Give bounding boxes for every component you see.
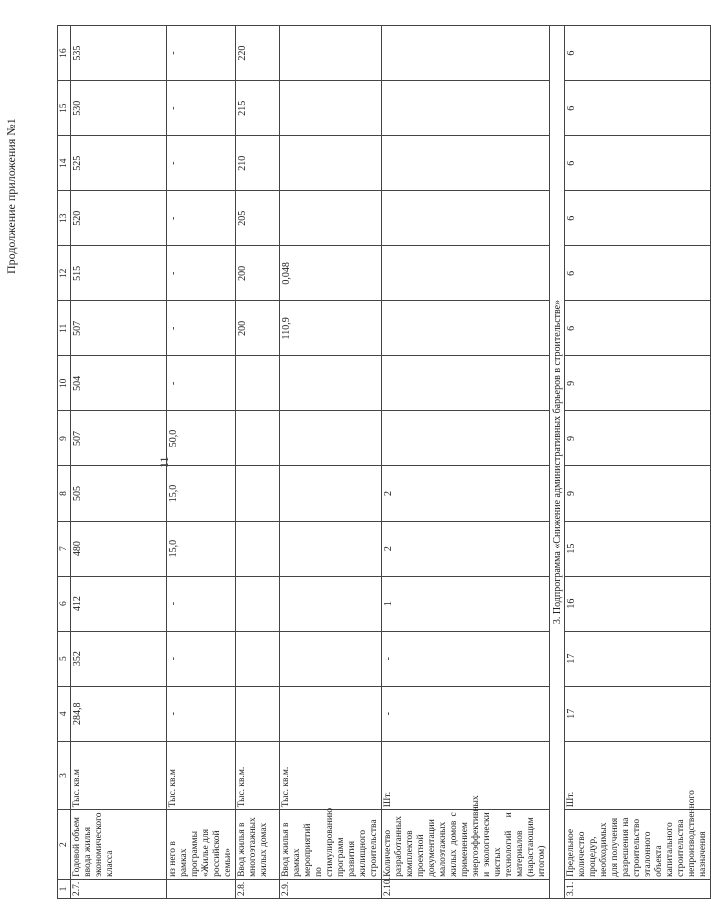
value-cell: 15: [565, 521, 711, 576]
unit-cell: Шт.: [565, 741, 711, 810]
row-number: [167, 879, 236, 898]
value-cell: -: [167, 301, 236, 356]
page-number: 11: [157, 456, 171, 468]
header-cell: 5: [58, 631, 71, 686]
value-cell: 6: [565, 246, 711, 301]
header-cell: 3: [58, 741, 71, 810]
value-cell: 504: [71, 356, 167, 411]
value-cell: -: [167, 26, 236, 81]
value-cell: 0,048: [280, 246, 382, 301]
row-number: 2.10.: [382, 879, 550, 898]
header-cell: 12: [58, 246, 71, 301]
value-cell: [382, 301, 550, 356]
value-cell: -: [167, 576, 236, 631]
value-cell: 110,9: [280, 301, 382, 356]
header-cell: 4: [58, 686, 71, 741]
section-row: [550, 26, 565, 899]
row-number: 2.7.: [71, 879, 167, 898]
value-cell: 1: [382, 576, 550, 631]
table-row: [565, 26, 711, 899]
value-cell: 9: [565, 466, 711, 521]
header-cell: 16: [58, 26, 71, 81]
value-cell: 284,8: [71, 686, 167, 741]
value-cell: -: [167, 246, 236, 301]
row-number: 3.1.: [565, 879, 711, 898]
value-cell: 6: [565, 301, 711, 356]
value-cell: 6: [565, 136, 711, 191]
value-cell: [280, 191, 382, 246]
value-cell: -: [167, 631, 236, 686]
value-cell: [236, 466, 280, 521]
continuation-label: Продолжение приложения №1: [4, 118, 18, 274]
value-cell: 412: [71, 576, 167, 631]
value-cell: 215: [236, 81, 280, 136]
table-row: [382, 26, 550, 899]
value-cell: [236, 411, 280, 466]
value-cell: 515: [71, 246, 167, 301]
value-cell: [280, 466, 382, 521]
value-cell: [382, 356, 550, 411]
value-cell: [382, 26, 550, 81]
header-cell: 2: [58, 810, 71, 880]
value-cell: [236, 521, 280, 576]
value-cell: 352: [71, 631, 167, 686]
value-cell: 2: [382, 466, 550, 521]
value-cell: -: [167, 81, 236, 136]
header-cell: 7: [58, 521, 71, 576]
value-cell: 205: [236, 191, 280, 246]
row-number: 2.8.: [236, 879, 280, 898]
unit-cell: Тыс. кв.м.: [236, 741, 280, 810]
header-cell: 10: [58, 356, 71, 411]
value-cell: 15,0: [167, 521, 236, 576]
value-cell: [280, 521, 382, 576]
value-cell: 16: [565, 576, 711, 631]
table-row: [236, 26, 280, 899]
value-cell: [280, 411, 382, 466]
value-cell: [280, 576, 382, 631]
header-cell: 11: [58, 301, 71, 356]
table-row: [71, 26, 167, 899]
value-cell: 480: [71, 521, 167, 576]
header-cell: 14: [58, 136, 71, 191]
value-cell: -: [167, 356, 236, 411]
value-cell: 17: [565, 686, 711, 741]
section-title: 3. Подпрограмма «Снижение административных барьеров в строительстве»: [550, 26, 565, 899]
value-cell: [236, 686, 280, 741]
header-cell: 6: [58, 576, 71, 631]
value-cell: 17: [565, 631, 711, 686]
header-cell: 8: [58, 466, 71, 521]
value-cell: [280, 686, 382, 741]
indicator-name: Количество разработанных комплектов проектной документации малоэтажных жилых домов с применением энергоэффективных и экологически чистых технологий и материалов (нарастающим итогом): [382, 810, 550, 880]
value-cell: 200: [236, 246, 280, 301]
value-cell: 6: [565, 191, 711, 246]
value-cell: 507: [71, 411, 167, 466]
value-cell: [280, 26, 382, 81]
value-cell: 535: [71, 26, 167, 81]
value-cell: 6: [565, 26, 711, 81]
header-cell: 15: [58, 81, 71, 136]
value-cell: -: [382, 686, 550, 741]
indicator-name: Годовой объем ввода жилья экономического класса: [71, 810, 167, 880]
value-cell: [280, 81, 382, 136]
value-cell: [280, 136, 382, 191]
value-cell: 50,0: [167, 411, 236, 466]
value-cell: [382, 81, 550, 136]
value-cell: 6: [565, 81, 711, 136]
value-cell: [382, 191, 550, 246]
value-cell: 507: [71, 301, 167, 356]
value-cell: 200: [236, 301, 280, 356]
indicator-name: Ввод жилья в многоэтажных жилых домах: [236, 810, 280, 880]
row-number: 2.9.: [280, 879, 382, 898]
value-cell: 505: [71, 466, 167, 521]
value-cell: -: [382, 631, 550, 686]
value-cell: 525: [71, 136, 167, 191]
header-cell: 9: [58, 411, 71, 466]
value-cell: [236, 631, 280, 686]
unit-cell: Тыс. кв.м: [71, 741, 167, 810]
indicator-name: Предельное количество процедур, необходимых для получения разрешения на строительство эталонного объекта капитального строительства непроизводственного назначения: [565, 810, 711, 880]
value-cell: 2: [382, 521, 550, 576]
indicator-name: Ввод жилья в рамках мероприятий по стимулированию программ развития жилищного строительства: [280, 810, 382, 880]
unit-cell: Шт.: [382, 741, 550, 810]
indicator-name: из него в рамках программы «Жилье для российской семьи»: [167, 810, 236, 880]
value-cell: [280, 631, 382, 686]
value-cell: [280, 356, 382, 411]
value-cell: 9: [565, 411, 711, 466]
table-row: [280, 26, 382, 899]
value-cell: 520: [71, 191, 167, 246]
table-header-row: [58, 26, 71, 899]
value-cell: [382, 246, 550, 301]
header-cell: 13: [58, 191, 71, 246]
value-cell: 210: [236, 136, 280, 191]
value-cell: -: [167, 136, 236, 191]
value-cell: [382, 136, 550, 191]
table-row: [167, 26, 236, 899]
header-cell: 1: [58, 879, 71, 898]
value-cell: [236, 356, 280, 411]
value-cell: 220: [236, 26, 280, 81]
unit-cell: Тыс. кв.м.: [280, 741, 382, 810]
unit-cell: Тыс. кв.м: [167, 741, 236, 810]
value-cell: -: [167, 191, 236, 246]
value-cell: [382, 411, 550, 466]
indicators-table: [57, 25, 711, 899]
value-cell: -: [167, 686, 236, 741]
value-cell: 530: [71, 81, 167, 136]
value-cell: 15,0: [167, 466, 236, 521]
value-cell: 9: [565, 356, 711, 411]
value-cell: [236, 576, 280, 631]
